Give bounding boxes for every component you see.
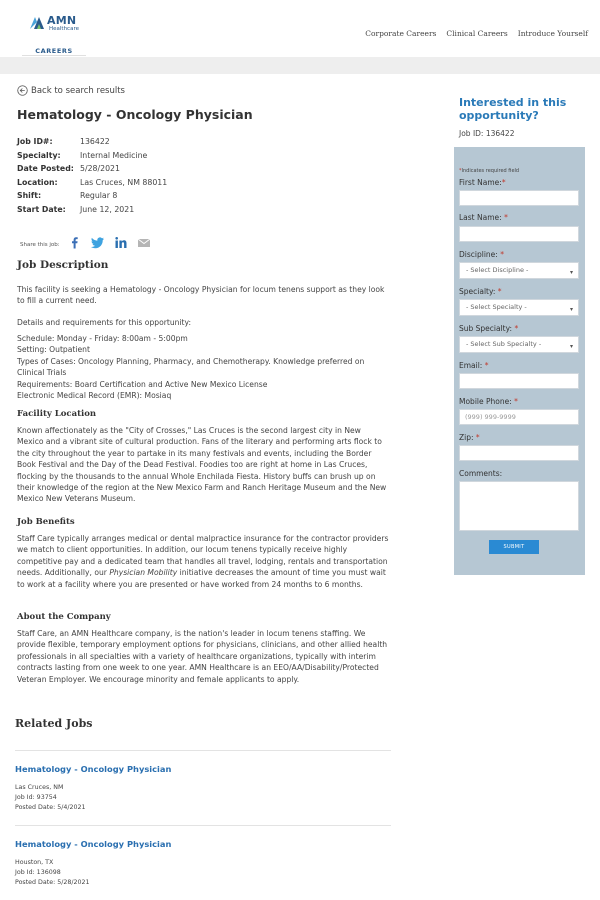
detail-value: 5/28/2021 bbox=[80, 164, 120, 174]
sidebar-job-id: Job ID: 136422 bbox=[459, 129, 515, 138]
requirement-line: Setting: Outpatient bbox=[17, 345, 90, 355]
detail-label: Shift: bbox=[17, 191, 42, 201]
about-company-heading: About the Company bbox=[17, 612, 111, 622]
company-paragraph: Staff Care, an AMN Healthcare company, is the nation's leader in locum tenens staffing. We provide flexible, temporary employment options for physicians, clinicians, and other allied health professionals in all specialties with a variety of healthcare organizations, typically with interim contracts lasting from one week to one year. AMN Healthcare is an EEO/AA/Disability/Protected Veteran Employer. We encourage minority and female applicants to apply. bbox=[17, 629, 388, 684]
job-details bbox=[17, 135, 167, 216]
discipline-select-value: - Select Discipline - bbox=[466, 266, 529, 274]
first-name-field[interactable] bbox=[459, 190, 579, 206]
nav-corporate-careers[interactable]: Corporate Careers bbox=[365, 29, 437, 38]
detail-value: June 12, 2021 bbox=[80, 204, 135, 214]
nav-introduce-yourself[interactable]: Introduce Yourself bbox=[517, 29, 588, 38]
logo-healthcare-text: Healthcare bbox=[49, 26, 79, 32]
required-star: * bbox=[459, 168, 462, 174]
detail-row-start-date bbox=[17, 203, 167, 217]
back-link-label: Back to search results bbox=[31, 85, 125, 96]
job-title: Hematology - Oncology Physician bbox=[17, 107, 253, 122]
amn-logo-mark-icon bbox=[28, 14, 46, 30]
required-star: * bbox=[514, 324, 519, 333]
divider bbox=[15, 825, 391, 826]
first-name-label bbox=[459, 178, 506, 187]
chevron-down-icon: ▾ bbox=[569, 343, 573, 350]
email-field[interactable] bbox=[459, 373, 579, 389]
related-job-location: Las Cruces, NM bbox=[15, 784, 64, 791]
job-description-intro bbox=[17, 284, 389, 307]
detail-value: 136422 bbox=[80, 137, 110, 147]
mobile-phone-placeholder: (999) 999-9999 bbox=[465, 413, 516, 421]
description-details-intro-text: Details and requirements for this opportunity: bbox=[17, 318, 192, 327]
linkedin-icon[interactable] bbox=[114, 236, 128, 249]
related-job-posted: Posted Date: 5/4/2021 bbox=[15, 804, 86, 811]
sub-specialty-select-value: - Select Sub Specialty - bbox=[466, 340, 542, 348]
discipline-label bbox=[459, 250, 504, 259]
requirement-line: Requirements: Board Certification and Active New Mexico License bbox=[17, 379, 268, 389]
related-job-item bbox=[15, 764, 171, 813]
interested-heading: Interested in this opportunity? bbox=[459, 96, 567, 122]
required-star: * bbox=[497, 287, 502, 296]
facility-location-heading: Facility Location bbox=[17, 409, 97, 419]
required-star: * bbox=[504, 213, 508, 222]
comments-textarea[interactable] bbox=[459, 481, 579, 531]
logo-amn-text: AMN bbox=[47, 14, 77, 27]
site-header bbox=[0, 0, 600, 57]
zip-label bbox=[459, 433, 480, 442]
last-name-label bbox=[459, 213, 508, 222]
divider bbox=[15, 750, 391, 751]
zip-field[interactable] bbox=[459, 445, 579, 461]
last-name-label-text: Last Name: bbox=[459, 213, 502, 222]
required-field-note bbox=[459, 168, 519, 174]
benefits-text-after: initiative decreases the amount of time you must wait to work at a facility where you are presented or have worked from 24 months to 6 months. bbox=[17, 568, 386, 589]
related-job-item bbox=[15, 839, 171, 888]
related-job-title-link[interactable]: Hematology - Oncology Physician bbox=[15, 764, 172, 774]
detail-label: Date Posted: bbox=[17, 164, 74, 174]
about-company-text bbox=[17, 628, 389, 685]
email-icon[interactable] bbox=[137, 236, 151, 249]
mobile-phone-label-text: Mobile Phone: bbox=[459, 397, 512, 406]
required-star: * bbox=[475, 433, 480, 442]
related-job-location: Houston, TX bbox=[15, 859, 54, 866]
required-star: * bbox=[514, 397, 518, 406]
detail-value: Regular 8 bbox=[80, 191, 118, 201]
header-divider-bar bbox=[0, 57, 600, 74]
job-benefits-heading: Job Benefits bbox=[17, 517, 75, 527]
benefits-text-emphasis: Physician Mobility bbox=[109, 568, 178, 578]
specialty-select[interactable] bbox=[459, 299, 579, 316]
discipline-label-text: Discipline: bbox=[459, 250, 498, 259]
required-note-text: Indicates required field bbox=[461, 168, 520, 174]
back-to-search-link[interactable] bbox=[17, 85, 125, 96]
email-label-text: Email: bbox=[459, 361, 483, 370]
required-star: * bbox=[484, 361, 489, 370]
facility-location-text bbox=[17, 425, 389, 505]
job-requirements-list bbox=[17, 333, 389, 401]
chevron-down-icon: ▾ bbox=[569, 306, 573, 313]
detail-row-location bbox=[17, 176, 167, 190]
specialty-select-value: - Select Specialty - bbox=[466, 303, 527, 311]
job-benefits-text bbox=[17, 533, 389, 590]
required-star: * bbox=[500, 250, 504, 259]
related-job-title-link[interactable]: Hematology - Oncology Physician bbox=[15, 839, 172, 849]
sub-specialty-label bbox=[459, 324, 518, 333]
related-job-id: Job Id: 93754 bbox=[15, 794, 57, 801]
top-nav bbox=[365, 29, 588, 38]
detail-row-specialty bbox=[17, 149, 167, 163]
mobile-phone-field[interactable] bbox=[459, 409, 579, 425]
related-job-id: Job Id: 136098 bbox=[15, 869, 61, 876]
last-name-field[interactable] bbox=[459, 226, 579, 242]
twitter-icon[interactable] bbox=[91, 236, 105, 249]
benefits-paragraph bbox=[17, 533, 389, 590]
back-arrow-circle-icon bbox=[17, 85, 28, 96]
mobile-phone-label bbox=[459, 397, 518, 406]
detail-row-shift bbox=[17, 189, 167, 203]
first-name-label-text: First Name: bbox=[459, 178, 502, 187]
detail-label: Job ID#: bbox=[17, 137, 53, 147]
detail-label: Location: bbox=[17, 177, 58, 187]
nav-clinical-careers[interactable]: Clinical Careers bbox=[446, 29, 508, 38]
application-form bbox=[454, 147, 585, 575]
submit-button[interactable]: SUBMIT bbox=[489, 540, 539, 554]
sub-specialty-label-text: Sub Specialty: bbox=[459, 324, 513, 333]
job-description-heading: Job Description bbox=[17, 259, 109, 271]
discipline-select[interactable] bbox=[459, 262, 579, 279]
facility-paragraph: Known affectionately as the "City of Crosses," Las Cruces is the second largest city in New Mexico and a vibrant site of cultural production. Fans of the literary and performing arts flock to the city throughout the year to partake in its many festivals and events, including the Border Book Festival and the Day of the Dead Festival. Foodies too are right at home in Las Cruces, flocking by the thousands to the annual Whole Enchilada Fiesta. History buffs can brush up on their knowledge of the region at the New Mexico Farm and Ranch Heritage Museum and the New Mexico New Veterans Museum. bbox=[17, 426, 387, 504]
share-label: Share this job: bbox=[20, 241, 60, 248]
chevron-down-icon: ▾ bbox=[569, 269, 573, 276]
share-bar bbox=[20, 236, 160, 249]
job-description-details-intro bbox=[17, 317, 389, 328]
specialty-label-text: Specialty: bbox=[459, 287, 496, 296]
detail-label: Start Date: bbox=[17, 204, 66, 214]
specialty-label bbox=[459, 287, 502, 296]
logo-careers-text: CAREERS bbox=[35, 47, 73, 55]
required-star: * bbox=[501, 178, 506, 187]
email-label bbox=[459, 361, 488, 370]
requirement-line: Schedule: Monday - Friday: 8:00am - 5:00pm bbox=[17, 334, 188, 343]
benefits-text-before: Staff Care typically arranges medical or dental malpractice insurance for the contractor providers we match to client opportunities. In addition, our locum tenens typically receive highly competitive pay and a dedicated team that handles all travel, lodging, rentals and transportation needs. Additionally, our bbox=[17, 534, 389, 578]
detail-row-date-posted bbox=[17, 162, 167, 176]
sub-specialty-select[interactable] bbox=[459, 336, 579, 353]
facebook-icon[interactable] bbox=[68, 236, 82, 249]
detail-value: Las Cruces, NM 88011 bbox=[80, 177, 168, 187]
detail-row-job-id bbox=[17, 135, 167, 149]
description-intro-text: This facility is seeking a Hematology - Oncology Physician for locum tenens support as they look to fill a current need. bbox=[17, 285, 385, 306]
zip-label-text: Zip: bbox=[459, 433, 474, 442]
requirement-line: Electronic Medical Record (EMR): Mosiaq bbox=[17, 391, 172, 401]
related-job-posted: Posted Date: 5/28/2021 bbox=[15, 879, 90, 886]
amn-careers-logo[interactable] bbox=[22, 10, 86, 56]
comments-label: Comments: bbox=[459, 469, 503, 478]
requirement-line: Types of Cases: Oncology Planning, Pharmacy, and Chemotherapy. Knowledge preferred on Clinical Trials bbox=[17, 356, 365, 378]
detail-value: Internal Medicine bbox=[80, 150, 148, 160]
related-jobs-heading: Related Jobs bbox=[15, 717, 93, 730]
detail-label: Specialty: bbox=[17, 150, 61, 160]
